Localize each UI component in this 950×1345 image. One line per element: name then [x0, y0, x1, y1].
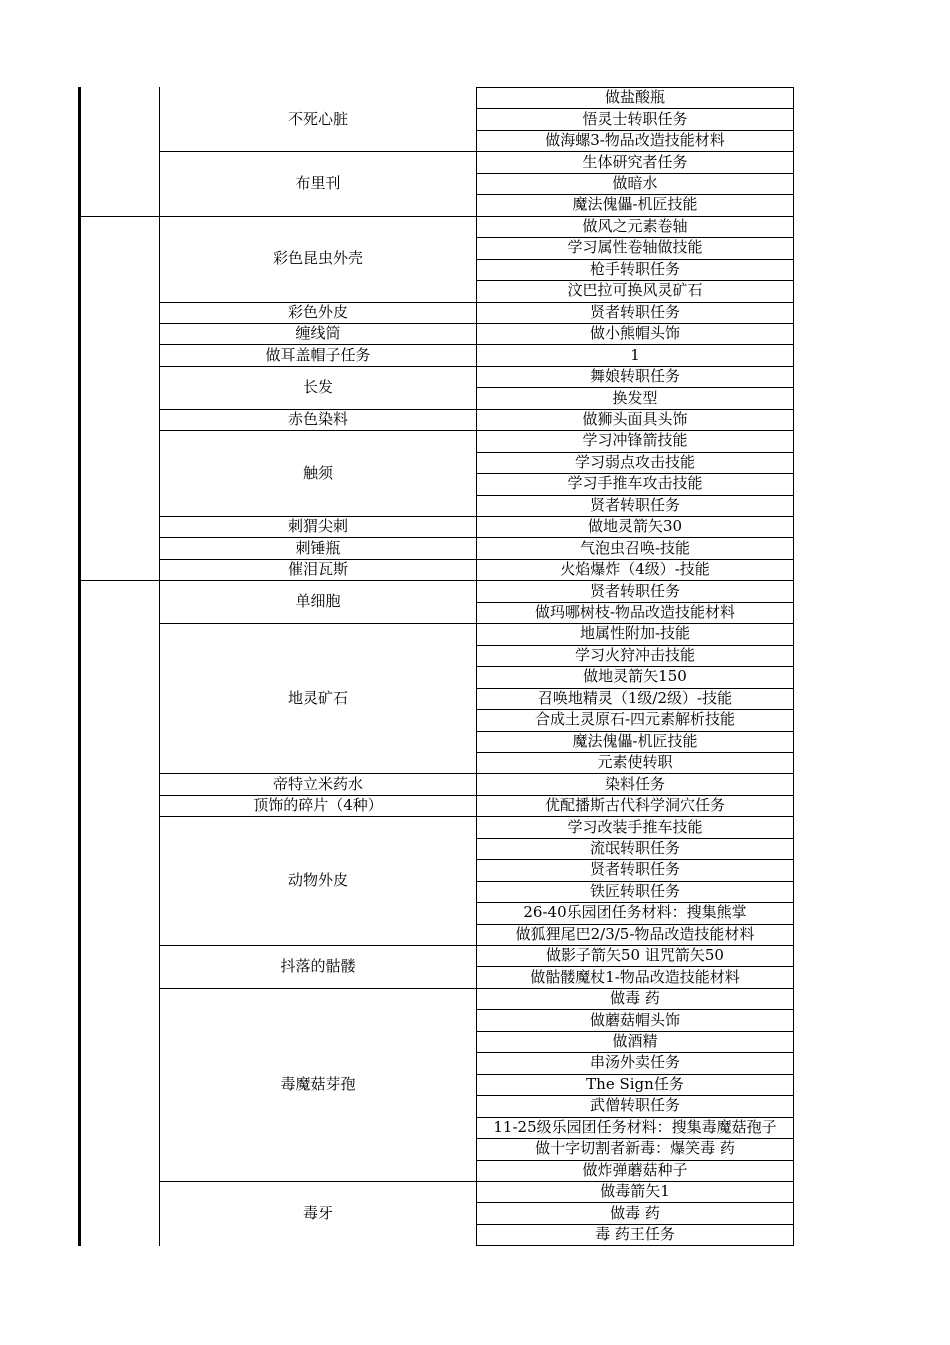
use-row-border: [477, 731, 794, 732]
item-cell: 布里刊: [295, 174, 341, 193]
use-row-border: [477, 237, 794, 238]
item-cell: 不死心脏: [287, 109, 348, 128]
item-row-border: [160, 302, 477, 303]
use-row-border: [477, 516, 794, 517]
use-cell: 悟灵士转职任务: [582, 109, 688, 128]
use-cell: 做骷髅魔杖1-物品改造技能材料: [530, 967, 740, 986]
use-cell: 召唤地精灵（1级/2级）-技能: [537, 688, 733, 707]
item-cell: 帝特立米药水: [272, 774, 363, 793]
use-row-border: [477, 473, 794, 474]
use-cell: 做小熊帽头饰: [589, 324, 680, 343]
use-cell: 做盐酸瓶: [604, 88, 665, 107]
use-cell: 做狮头面具头饰: [582, 409, 688, 428]
use-row-border: [477, 194, 794, 195]
use-row-border: [477, 430, 794, 431]
item-cell: 缠线筒: [295, 324, 341, 343]
use-cell: 优配播斯古代科学洞穴任务: [544, 796, 725, 815]
use-row-border: [477, 280, 794, 281]
use-row-border: [477, 709, 794, 710]
item-row-border: [160, 430, 477, 431]
item-row-border: [160, 516, 477, 517]
use-cell: 串汤外卖任务: [589, 1053, 680, 1072]
use-cell: 生体研究者任务: [582, 152, 688, 171]
use-cell: 学习属性卷轴做技能: [567, 238, 703, 257]
use-cell: 汶巴拉可换风灵矿石: [567, 281, 703, 300]
use-cell: 做蘑菇帽头饰: [589, 1010, 680, 1029]
use-cell: 1: [630, 345, 640, 364]
use-cell: 魔法傀儡-机匠技能: [572, 195, 698, 214]
item-cell: 长发: [302, 377, 333, 396]
item-row-border: [160, 344, 477, 345]
use-row-border: [477, 1117, 794, 1118]
item-cell: 彩色外皮: [287, 302, 348, 321]
use-row-border: [477, 87, 794, 88]
group-border: [80, 216, 160, 217]
use-row-border: [477, 452, 794, 453]
use-row-border: [477, 988, 794, 989]
item-cell: 地灵矿石: [287, 688, 348, 707]
use-row-border: [477, 580, 794, 581]
use-row-border: [477, 559, 794, 560]
use-cell: 学习火狩冲击技能: [574, 645, 695, 664]
use-row-border: [477, 1160, 794, 1161]
use-row-border: [477, 966, 794, 967]
use-cell: 毒 药王任务: [595, 1225, 675, 1244]
item-cell: 动物外皮: [287, 871, 348, 890]
use-cell: 学习冲锋箭技能: [582, 431, 688, 450]
use-row-border: [477, 409, 794, 410]
use-cell: 学习手推车攻击技能: [567, 474, 703, 493]
use-cell: 贤者转职任务: [589, 860, 680, 879]
use-row-border: [477, 795, 794, 796]
item-cell: 刺猬尖刺: [287, 517, 348, 536]
use-row-border: [477, 688, 794, 689]
use-row-border: [477, 881, 794, 882]
item-row-border: [160, 945, 477, 946]
use-cell: 做暗水: [612, 174, 658, 193]
item-cell: 彩色昆虫外壳: [272, 249, 363, 268]
use-cell: The Sign任务: [586, 1074, 684, 1093]
item-row-border: [160, 795, 477, 796]
use-cell: 火焰爆炸（4级）-技能: [560, 560, 710, 579]
use-cell: 做地灵箭矢150: [583, 667, 687, 686]
use-row-border: [477, 366, 794, 367]
use-row-border: [477, 1138, 794, 1139]
use-row-border: [477, 902, 794, 903]
use-row-border: [477, 1181, 794, 1182]
use-row-border: [477, 602, 794, 603]
use-cell: 做影子箭矢50 诅咒箭矢50: [546, 946, 724, 965]
use-row-border: [477, 1074, 794, 1075]
use-row-border: [477, 816, 794, 817]
item-cell: 触须: [302, 463, 333, 482]
item-cell: 做耳盖帽子任务: [265, 345, 371, 364]
item-row-border: [160, 559, 477, 560]
item-cell: 毒魔菇芽孢: [280, 1074, 356, 1093]
item-cell: 催泪瓦斯: [287, 560, 348, 579]
use-row-border: [477, 945, 794, 946]
item-row-border: [160, 580, 477, 581]
use-cell: 做玛哪树枝-物品改造技能材料: [534, 603, 736, 622]
left-thick-border: [78, 87, 81, 1246]
item-row-border: [160, 151, 477, 152]
item-row-border: [160, 988, 477, 989]
use-cell: 武僧转职任务: [589, 1096, 680, 1115]
use-row-border: [477, 1202, 794, 1203]
use-row-border: [477, 495, 794, 496]
use-cell: 地属性附加-技能: [579, 624, 691, 643]
use-row-border: [477, 1095, 794, 1096]
item-row-border: [160, 216, 477, 217]
use-row-border: [477, 838, 794, 839]
item-cell: 抖落的骷髅: [280, 956, 356, 975]
use-cell: 贤者转职任务: [589, 581, 680, 600]
use-row-border: [477, 216, 794, 217]
use-row-border: [477, 773, 794, 774]
use-row-border: [477, 259, 794, 260]
item-cell: 单细胞: [295, 592, 341, 611]
use-cell: 贤者转职任务: [589, 495, 680, 514]
use-row-border: [477, 1031, 794, 1032]
use-column-right-border: [793, 87, 794, 1246]
use-row-border: [477, 344, 794, 345]
use-row-border: [477, 645, 794, 646]
use-cell: 学习改装手推车技能: [567, 817, 703, 836]
use-cell: 贤者转职任务: [589, 302, 680, 321]
use-cell: 合成土灵原石-四元素解析技能: [534, 710, 736, 729]
item-row-border: [160, 623, 477, 624]
group-border: [80, 580, 160, 581]
use-row-border: [477, 537, 794, 538]
use-row-border: [477, 108, 794, 109]
use-row-border: [477, 1245, 794, 1246]
column-divider: [159, 87, 160, 1246]
item-row-border: [160, 409, 477, 410]
item-row-border: [160, 537, 477, 538]
item-cell: 赤色染料: [287, 409, 348, 428]
use-cell: 气泡虫召唤-技能: [579, 538, 691, 557]
use-row-border: [477, 387, 794, 388]
use-cell: 做海螺3-物品改造技能材料: [545, 131, 725, 150]
use-cell: 26-40乐园团任务材料：搜集熊掌: [523, 903, 747, 922]
use-row-border: [477, 623, 794, 624]
use-cell: 元素使转职: [597, 753, 673, 772]
use-row-border: [477, 924, 794, 925]
use-cell: 铁匠转职任务: [589, 881, 680, 900]
item-cell: 毒牙: [302, 1203, 333, 1222]
use-row-border: [477, 151, 794, 152]
use-row-border: [477, 1224, 794, 1225]
use-row-border: [477, 1009, 794, 1010]
item-cell: 顶饰的碎片（4种）: [253, 796, 383, 815]
use-row-border: [477, 859, 794, 860]
use-cell: 换发型: [612, 388, 658, 407]
use-cell: 做地灵箭矢30: [587, 517, 683, 536]
use-cell: 做毒 药: [610, 989, 660, 1008]
use-cell: 学习弱点攻击技能: [574, 452, 695, 471]
use-row-border: [477, 752, 794, 753]
use-cell: 做狐狸尾巴2/3/5-物品改造技能材料: [515, 924, 755, 943]
use-cell: 舞娘转职任务: [589, 367, 680, 386]
use-row-border: [477, 666, 794, 667]
use-cell: 染料任务: [604, 774, 665, 793]
item-row-border: [160, 816, 477, 817]
use-row-border: [477, 173, 794, 174]
item-row-border: [160, 773, 477, 774]
item-row-border: [160, 1181, 477, 1182]
use-cell: 流氓转职任务: [589, 838, 680, 857]
use-cell: 做炸弹蘑菇种子: [582, 1160, 688, 1179]
use-cell: 做毒 药: [610, 1203, 660, 1222]
use-cell: 做毒箭矢1: [600, 1182, 670, 1201]
use-cell: 做酒精: [612, 1032, 658, 1051]
use-row-border: [477, 1052, 794, 1053]
use-row-border: [477, 130, 794, 131]
use-cell: 11-25级乐园团任务材料：搜集毒魔菇孢子: [493, 1117, 777, 1136]
use-cell: 枪手转职任务: [589, 259, 680, 278]
use-row-border: [477, 302, 794, 303]
item-row-border: [160, 323, 477, 324]
use-cell: 做十字切割者新毒：爆笑毒 药: [535, 1139, 735, 1158]
use-cell: 做风之元素卷轴: [582, 216, 688, 235]
use-cell: 魔法傀儡-机匠技能: [572, 731, 698, 750]
use-row-border: [477, 323, 794, 324]
item-cell: 刺锤瓶: [295, 538, 341, 557]
use-column-left-border: [476, 87, 477, 1246]
item-row-border: [160, 366, 477, 367]
